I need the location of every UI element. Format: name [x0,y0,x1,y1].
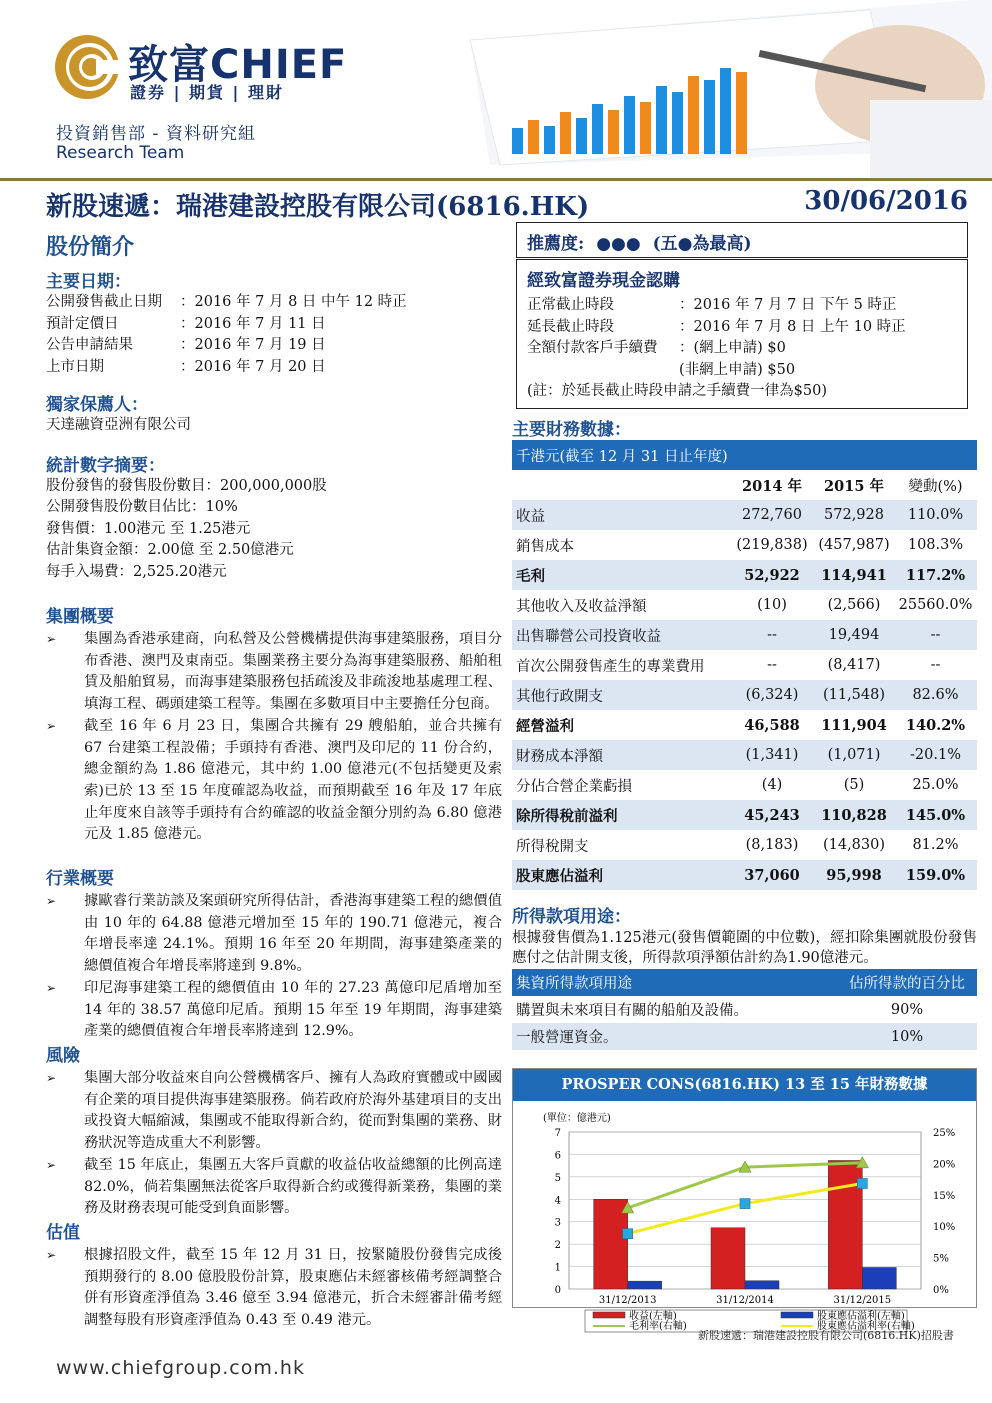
y2-tick-label: 20% [933,1159,956,1171]
legend-label: 毛利率(右軸) [629,1321,687,1332]
recommendation-dots: ●●● [596,234,641,254]
header-bar-chart-illustration [430,0,992,178]
footer-website: www.chiefgroup.com.hk [56,1357,305,1379]
y2-tick-label: 0% [933,1285,949,1296]
key-date-row: 上市日期 ：2016 年 7 月 20 日 [46,358,326,375]
use-table-row: 一般營運資金。 10% [512,1023,977,1050]
arrow-bullet-icon: ➢ [46,632,57,646]
financials-row: 銷售成本 (219,838) (457,987) 108.3% [512,530,977,560]
use-table-header: 集資所得款項用途 佔所得款的百分比 [512,969,977,996]
financials-unit: 千港元(截至 12 月 31 日止年度) [512,440,977,470]
y-tick-label: 0 [554,1285,561,1296]
y-tick-label: 4 [554,1195,561,1207]
subscription-title: 經致富證券現金認購 [527,271,680,291]
legend-label: 收益(左軸) [629,1311,677,1322]
financials-row: 出售聯營公司投資收益 -- 19,494 -- [512,620,977,650]
point-net-margin [740,1199,750,1209]
x-tick-label: 31/12/2015 [833,1295,892,1306]
financials-row: 毛利 52,922 114,941 117.2% [512,560,977,590]
y-tick-label: 6 [554,1150,561,1162]
y-tick-label: 3 [554,1217,561,1229]
key-date-row: 公告申請結果 ：2016 年 7 月 19 日 [46,337,326,353]
y2-tick-label: 15% [933,1190,956,1202]
stat-line: 發售價：1.00港元 至 1.25港元 [46,520,251,537]
subscription-row: 正常截止時段 ：2016 年 7 月 7 日 下午 5 時正 [527,297,897,313]
y-tick-label: 7 [554,1128,561,1139]
bullet-item: ➢ 據歐睿行業訪談及案頭研究所得估計，香港海事建築工程的總價值由 10 年的 64.88 億港元增加至 15 年的 190.71 億港元，複合年增長率達 24.1%。預期 16 年至 20 年期間，海事建築產業的總價值複合年增長率將達到 9.8%。 [46,893,502,975]
bar-revenue [711,1228,745,1289]
arrow-bullet-icon: ➢ [46,1157,57,1172]
section-heading: 集團概要 [46,607,114,627]
chief-logo-icon [52,32,122,102]
y2-tick-label: 5% [933,1253,949,1265]
source-note: 新股速遞：瑞港建設控股有限公司(6816.HK)招股書 [698,1329,954,1342]
financials-row: 其他行政開支 (6,324) (11,548) 82.6% [512,680,977,710]
document-title: 新股速遞：瑞港建設控股有限公司(6816.HK) [46,192,590,222]
header-divider [0,178,992,181]
subscription-row: 延長截止時段 ：2016 年 7 月 8 日 上午 10 時正 [527,318,906,335]
recommendation-note: (五●為最高) [652,234,752,254]
legend-swatch [593,1312,625,1318]
point-net-margin [857,1178,867,1188]
financials-row: 分佔合營企業虧損 (4) (5) 25.0% [512,770,977,800]
key-dates-list [46,292,502,378]
section-heading: 風險 [46,1046,80,1066]
team-label: Research Team [56,143,185,163]
subscription-note: (註：於延長截止時段申請之手續費一律為$50) [527,383,827,399]
brand-tagline: 證券 | 期貨 | 理財 [130,83,284,102]
financials-row: 股東應佔溢利 37,060 95,998 159.0% [512,860,977,890]
y-tick-label: 1 [554,1262,561,1274]
subscription-row: (非網上申請) $50 [679,361,796,378]
group-overview-section [46,602,502,846]
y-tick-label: 5 [554,1172,561,1184]
subscription-box [516,259,968,409]
bullet-item: ➢ 集團為香港承建商，向私營及公營機構提供海事建築服務，項目分布香港、澳門及東南亞。集團業務主要分為海事建築服務、船舶租賃及船舶貿易，而海事建築服務包括疏浚及非疏浚地基處理工程、填海工程、碼頭建築工程等。集團在多數項目中主要擔任分包商。 [46,631,502,713]
arrow-bullet-icon: ➢ [46,894,57,908]
bar-profit [745,1281,779,1289]
bullet-item: ➢ 截至 15 年底止，集團五大客戶貢獻的收益佔收益總額的比例高達 82.0%，倘若集團無法從客戶取得新合約或獲得新業務，集團的業務及財務表現可能受到負面影響。 [46,1156,502,1217]
use-of-proceeds-heading: 所得款項用途： [512,907,631,927]
subscription-row: 全額付款客戶手續費 ：(網上申請) $0 [527,340,786,356]
bullet-item: ➢ 根據招股文件，截至 15 年 12 月 31 日，按緊隨股份發售完成後預期發行的 8.00 億股股份計算，股東應佔未經審核備考經調整合併有形資產淨值為 3.46 億至 3.94 億港元，折合未經審計備考經調整每股有形資產淨值為 0.43 至 0.49 港元。 [46,1247,502,1329]
risk-section [46,1041,502,1220]
valuation-section [46,1218,502,1332]
recommendation-box [516,222,968,258]
legend-swatch [781,1312,813,1318]
bullet-item: ➢ 截至 16 年 6 月 23 日，集團合共擁有 29 艘船舶，並合共擁有 67 台建築工程設備；手頭持有香港、澳門及印尼的 11 份合約，總金額約為 1.86 億港元，其中約 1.00 億港元(不包括變更及索索)已於 13 至 15 年度確認為收益，而預期截至 16 年及 17 年底止年度來自該等手頭持有合約確認的收益金額分別約為 6.80 億港元及 1.85 億港元。 [46,717,502,843]
profile-section [46,230,502,583]
arrow-bullet-icon: ➢ [46,1248,57,1262]
chart-unit-label: (單位：億港元) [543,1113,611,1124]
recommendation-label: 推薦度: [527,234,585,254]
financials-row: 其他收入及收益淨額 (10) (2,566) 25560.0% [512,590,977,620]
chart-title: PROSPER CONS(6816.HK) 13 至 15 年財務數據 [513,1069,976,1101]
header [0,0,992,178]
financials-row: 除所得稅前溢利 45,243 110,828 145.0% [512,800,977,830]
stat-line: 公開發售股份數目佔比：10% [46,499,238,515]
sponsor-heading: 獨家保薦人： [46,395,148,415]
legend-label: 股東應佔溢利率(右軸) [817,1321,915,1332]
use-of-proceeds-table [512,969,977,1050]
arrow-bullet-icon: ➢ [46,718,57,733]
financials-heading: 主要財務數據： [512,420,631,440]
financials-unit-row [512,440,977,470]
financials-row: 所得稅開支 (8,183) (14,830) 81.2% [512,830,977,860]
section-heading: 行業概要 [46,869,114,889]
y-tick-label: 2 [554,1240,561,1252]
point-net-margin [623,1229,633,1239]
use-table-row: 購置與未來項目有關的船舶及設備。 90% [512,996,977,1023]
bar-profit [628,1281,662,1289]
bullet-item: ➢ 集團大部分收益來自向公營機構客戶、擁有人為政府實體或中國國有企業的項目提供海事建築服務。倘若政府於海外基建項目的支出或投資大幅縮減，集團或不能取得新合約，從而對集團的業務、財務狀況等造成重大不利影響。 [46,1070,502,1152]
key-dates-heading: 主要日期： [46,272,131,292]
key-date-row: 公開發售截止日期 ：2016 年 7 月 8 日 中午 12 時正 [46,294,407,310]
financials-row: 經營溢利 46,588 111,904 140.2% [512,710,977,740]
financials-row: 財務成本淨額 (1,341) (1,071) -20.1% [512,740,977,770]
financials-row: 首次公開發售產生的專業費用 -- (8,417) -- [512,650,977,680]
industry-section [46,864,502,1043]
financials-column-header: 2014 年 2015 年 變動(%) [512,470,977,500]
chart-plot [513,1101,976,1332]
profile-heading: 股份簡介 [46,234,135,260]
use-of-proceeds-text: 根據發售價為1.125港元(發售價範圍的中位數)，經扣除集團就股份發售應付之估計開支後，所得款項淨額估計約為1.90億港元。 [512,930,977,966]
section-heading: 估值 [46,1223,80,1243]
stat-line: 股份發售的發售股份數目：200,000,000股 [46,477,327,494]
stat-line: 估計集資金額：2.00億 至 2.50億港元 [46,542,294,558]
key-date-row: 預計定價日 ：2016 年 7 月 11 日 [46,315,326,332]
bullet-item: ➢ 印尼海事建築工程的總價值由 10 年的 27.23 萬億印尼盾增加至 14 年的 38.57 萬億印尼盾。預期 15 年至 19 年期間，海事建築產業的總價值複合年增長率將達到 12.9%。 [46,979,502,1040]
arrow-bullet-icon: ➢ [46,980,57,995]
legend-label: 股東應佔溢利(左軸) [817,1311,905,1322]
x-tick-label: 31/12/2014 [716,1295,774,1306]
financials-table [512,440,977,890]
department-label: 投資銷售部 - 資料研究組 [56,124,256,144]
x-tick-label: 31/12/2013 [598,1295,657,1306]
y2-tick-label: 10% [933,1222,956,1234]
brand-name: 致富CHIEF [128,42,348,88]
financials-row: 收益 272,760 572,928 110.0% [512,500,977,530]
sponsor-name: 天達融資亞洲有限公司 [46,417,191,433]
arrow-bullet-icon: ➢ [46,1071,57,1085]
document-date: 30/06/2016 [804,186,968,216]
financial-chart [512,1068,977,1332]
bar-profit [862,1267,896,1289]
stat-line: 每手入場費：2,525.20港元 [46,563,227,580]
y2-tick-label: 25% [933,1128,956,1139]
stats-heading: 統計數字摘要： [46,455,165,476]
